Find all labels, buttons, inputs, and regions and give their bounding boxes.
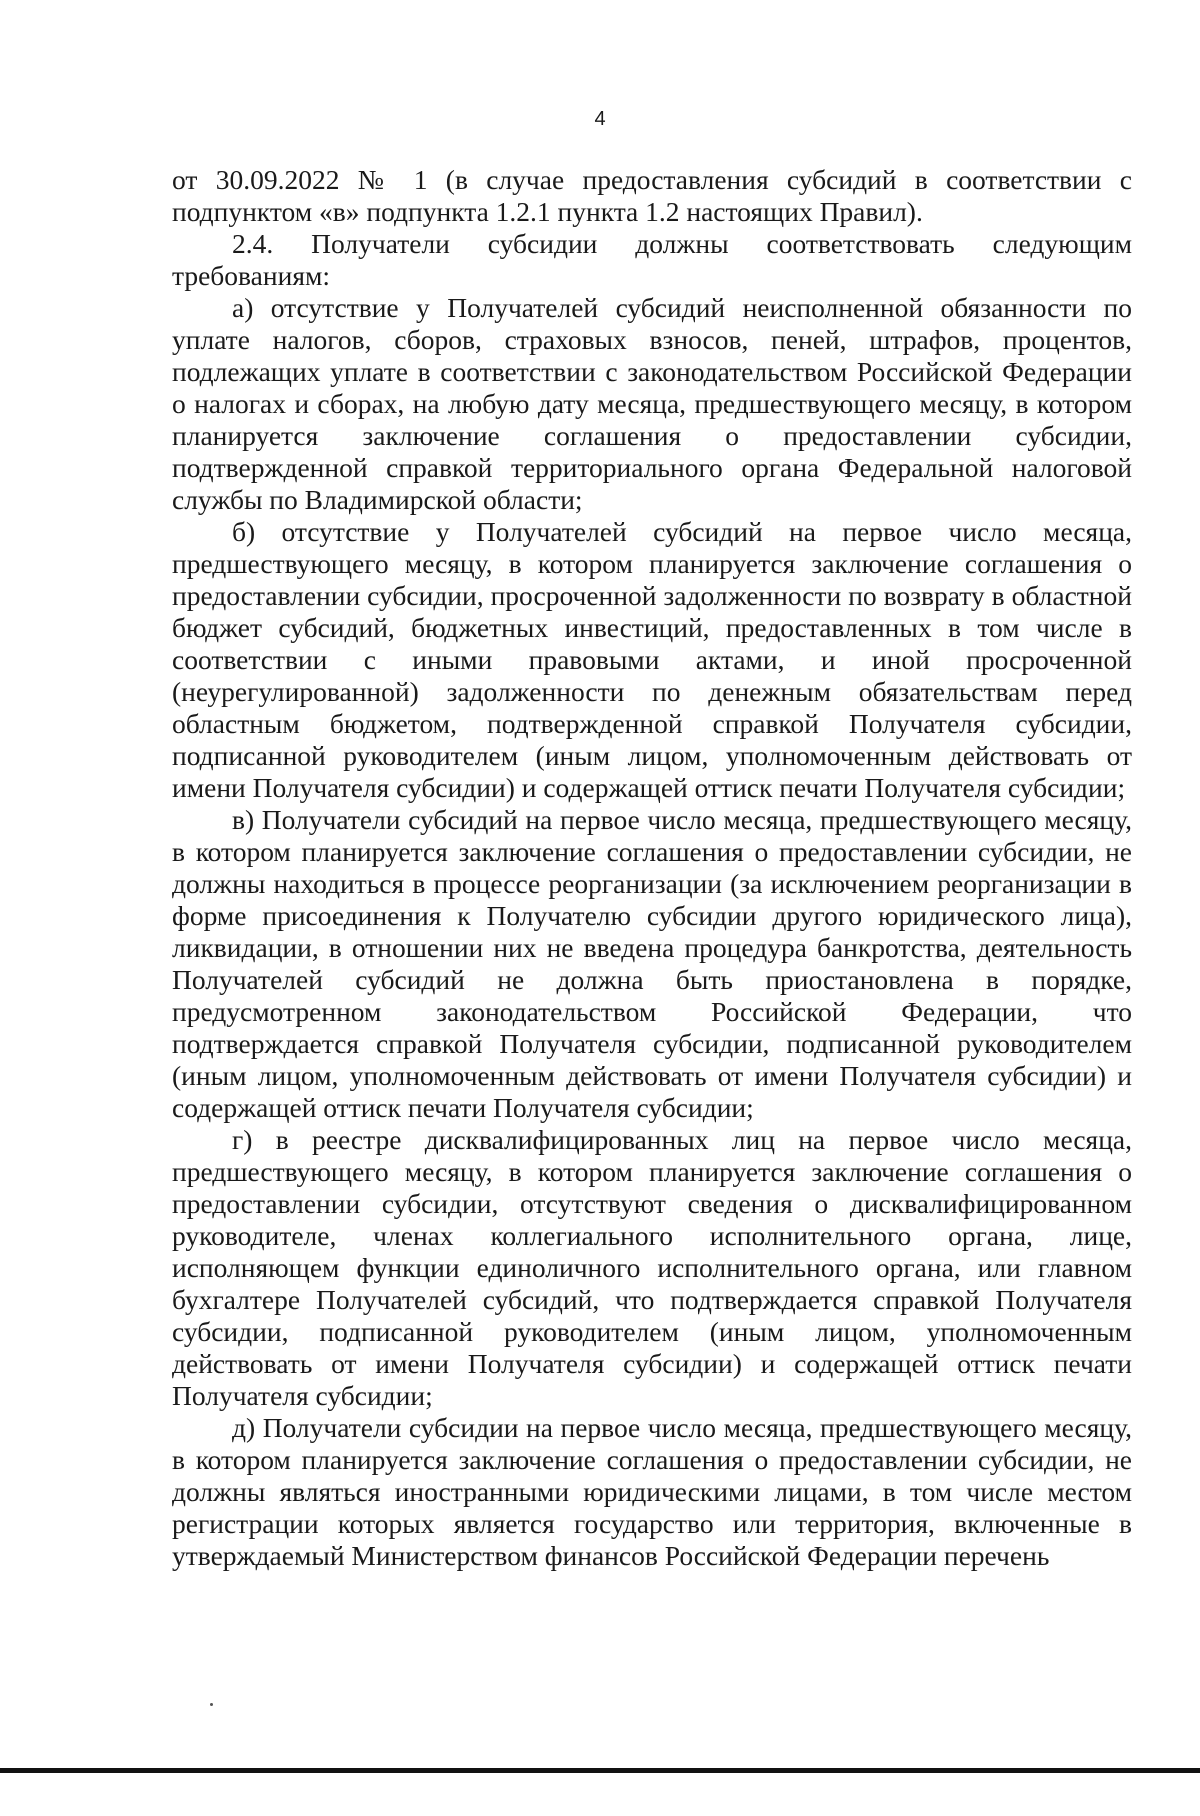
paragraph-continuation: от 30.09.2022 № 1 (в случае предоставления субсидий в соответствии с подпунктом «в» подпункта 1.2.1 пункта 1.2 настоящих Правил).: [172, 164, 1132, 227]
paragraph-item-b: б) отсутствие у Получателей субсидий на первое число месяца, предшествующего месяцу, в котором планируется заключение соглашения о предоставлении субсидии, просроченной задолженности по возврату в областной бюджет субсидий, бюджетных инвестиций, предоставленных в том числе в соответствии с иными правовыми актами, и иной просроченной (неурегулированной) задолженности по денежным обязательствам перед областным бюджетом, подтвержденной справкой Получателя субсидии, подписанной руководителем (иным лицом, уполномоченным действовать от имени Получателя субсидии) и содержащей оттиск печати Получателя субсидии;: [172, 516, 1132, 803]
paragraph-item-a: а) отсутствие у Получателей субсидий неисполненной обязанности по уплате налогов, сборов, страховых взносов, пеней, штрафов, процентов, подлежащих уплате в соответствии с законодательством Российской Федерации о налогах и сборах, на любую дату месяца, предшествующего месяцу, в котором планируется заключение соглашения о предоставлении субсидии, подтвержденной справкой территориального органа Федеральной налоговой службы по Владимирской области;: [172, 292, 1132, 515]
paragraph-2-4-requirements: 2.4. Получатели субсидии должны соответствовать следующим требованиям:: [172, 228, 1132, 291]
page-bottom-rule: [0, 1768, 1200, 1773]
document-body: [172, 164, 1132, 1572]
page-number: 4: [594, 108, 606, 130]
paragraph-item-g: г) в реестре дисквалифицированных лиц на первое число месяца, предшествующего месяцу, в котором планируется заключение соглашения о предоставлении субсидии, отсутствуют сведения о дисквалифицированном руководителе, членах коллегиального исполнительного органа, лице, исполняющем функции единоличного исполнительного органа, или главном бухгалтере Получателей субсидий, что подтверждается справкой Получателя субсидии, подписанной руководителем (иным лицом, уполномоченным действовать от имени Получателя субсидии) и содержащей оттиск печати Получателя субсидии;: [172, 1124, 1132, 1411]
paragraph-item-v: в) Получатели субсидий на первое число месяца, предшествующего месяцу, в котором планируется заключение соглашения о предоставлении субсидии, не должны находиться в процессе реорганизации (за исключением реорганизации в форме присоединения к Получателю субсидии другого юридического лица), ликвидации, в отношении них не введена процедура банкротства, деятельность Получателей субсидий не должна быть приостановлена в порядке, предусмотренном законодательством Российской Федерации, что подтверждается справкой Получателя субсидии, подписанной руководителем (иным лицом, уполномоченным действовать от имени Получателя субсидии) и содержащей оттиск печати Получателя субсидии;: [172, 804, 1132, 1123]
scan-speck: [210, 1703, 213, 1706]
paragraph-item-d: д) Получатели субсидии на первое число месяца, предшествующего месяцу, в котором планируется заключение соглашения о предоставлении субсидии, не должны являться иностранными юридическими лицами, в том числе местом регистрации которых является государство или территория, включенные в утверждаемый Министерством финансов Российской Федерации перечень: [172, 1412, 1132, 1571]
